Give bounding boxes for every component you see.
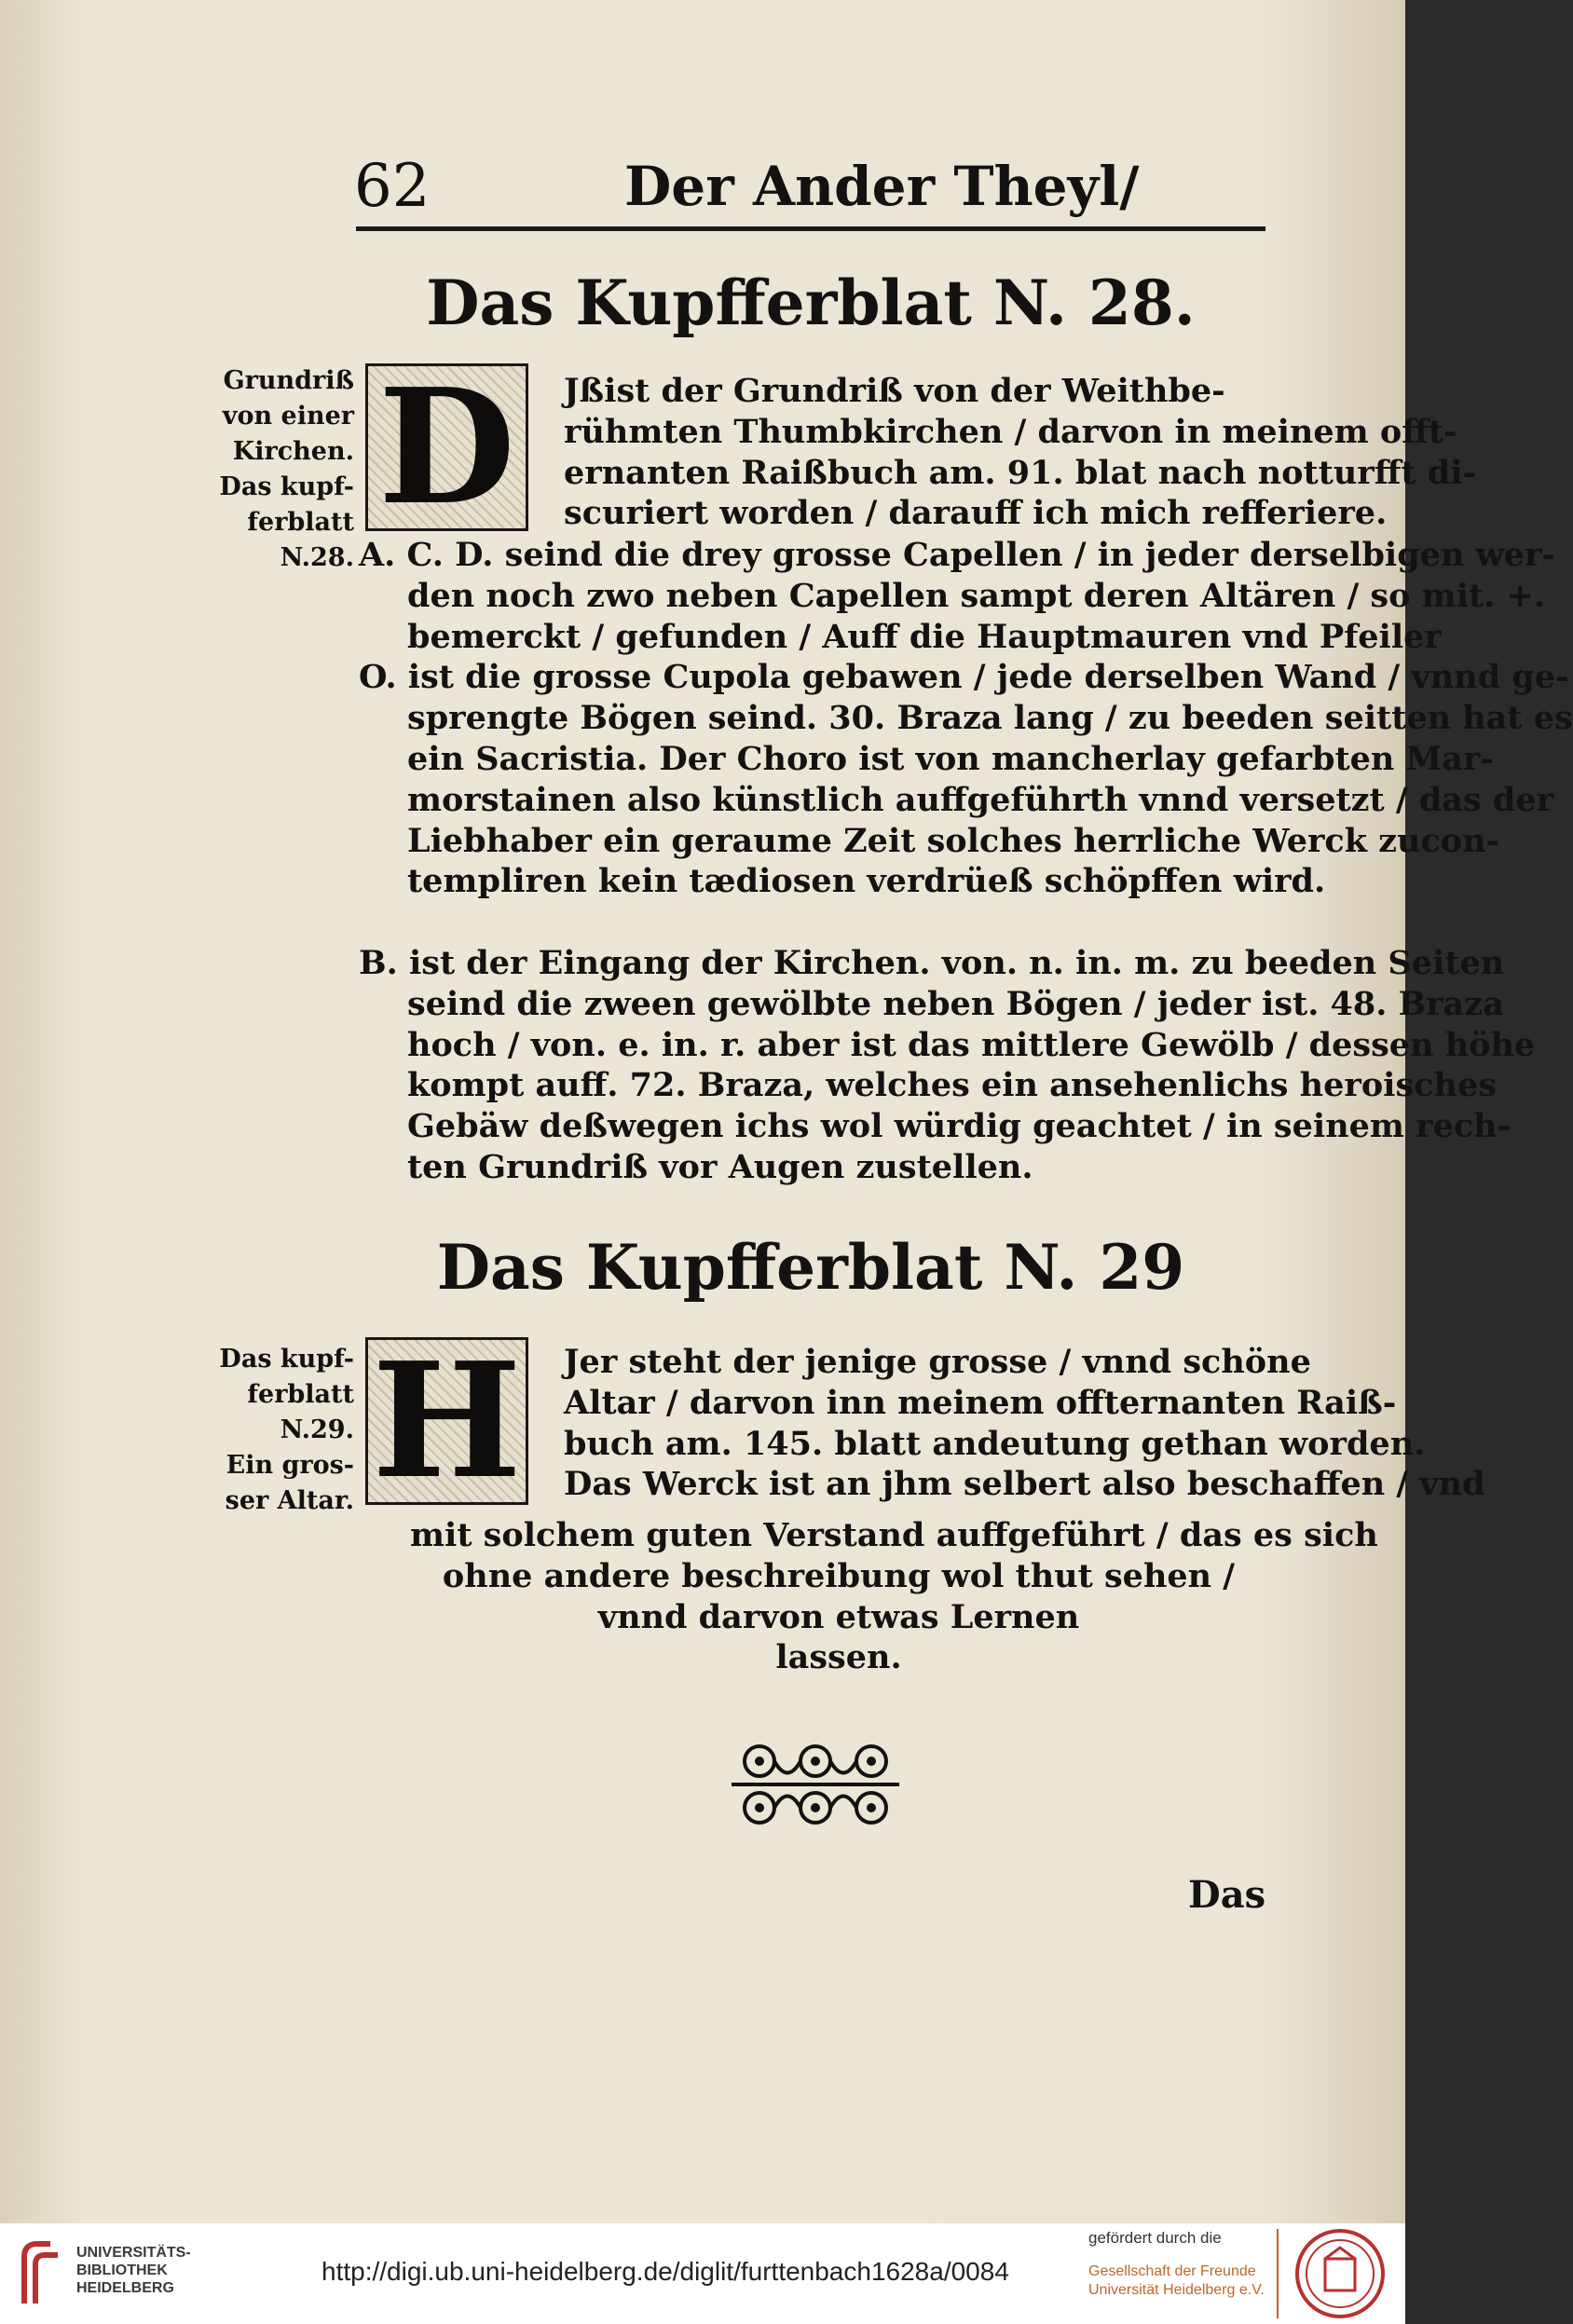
text-line: B. ist der Eingang der Kirchen. von. n. in. m. zu beeden Seiten [359,944,1505,982]
page-number: 62 [354,152,431,221]
viewer-footer [0,2223,1405,2324]
paragraph-chapels [359,535,1573,902]
paragraph-plate-29-intro [564,1342,1485,1505]
header-rule [356,226,1265,231]
text-line: morstainen also künstlich auffgeführth vnnd versetzt / das der [407,780,1554,819]
sponsor-name-line: Gesellschaft der Freunde [1088,2263,1256,2279]
plate-title-29: Das Kupfferblat N. 29 [436,1231,1185,1304]
text-line: sprengte Bögen seind. 30. Braza lang / zu beeden seitten hat es [407,699,1573,738]
text-line: Jßist der Grundriß von der Weithbe- [564,372,1225,410]
university-seal-icon [1293,2227,1387,2320]
library-name-line: UNIVERSITÄTS- [76,2245,191,2261]
text-line: templiren kein tædiosen verdrüeß schöpffen wird. [407,862,1326,901]
margin-note-plate-29 [214,1342,354,1519]
initial-letter: D [377,354,516,540]
margin-note-line: von einer [222,402,354,431]
library-name-line: HEIDELBERG [76,2280,174,2296]
decorated-initial-h [365,1328,528,1514]
margin-note-line: N.29. [280,1415,354,1444]
text-line: lassen. [775,1638,902,1677]
text-line: Liebhaber ein geraume Zeit solches herrliche Werck zucon- [407,821,1500,860]
text-line: ten Grundriß vor Augen zustellen. [407,1147,1033,1186]
initial-letter: H [372,1328,522,1514]
margin-note-plate-28 [214,363,354,576]
sponsor-name[interactable] [1088,2262,1265,2300]
page-header [354,149,1267,224]
sponsor-name-line: Universität Heidelberg e.V. [1088,2282,1265,2298]
text-line: rühmten Thumbkirchen / darvon in meinem offt- [564,412,1457,451]
library-name [76,2244,191,2297]
margin-note-line: N.28. [280,543,354,572]
margin-note-line: Das kupf- [219,1345,354,1374]
sponsor-intro: gefördert durch die [1088,2229,1222,2247]
text-line: mit solchem guten Verstand auffgeführt / das es sich [410,1516,1378,1554]
text-line: bemerckt / gefunden / Auff die Hauptmauren vnd Pfeiler [407,617,1442,656]
permalink-url[interactable]: http://digi.ub.uni-heidelberg.de/diglit/furttenbach1628a/0084 [321,2257,1009,2286]
text-line: ernanten Raißbuch am. 91. blat nach notturfft di- [564,453,1477,492]
sponsor-divider [1277,2229,1279,2318]
catchword: Das [1188,1873,1266,1917]
text-line: seind die zween gewölbte neben Bögen / jeder ist. 48. Braza [407,984,1504,1023]
margin-note-line: Ein gros- [226,1451,354,1480]
text-line: ohne andere beschreibung wol thut sehen / [442,1556,1236,1595]
library-name-line: BIBLIOTHEK [76,2262,168,2278]
text-line: Das Werck ist an jhm selbert also beschaffen / vnd [564,1465,1485,1504]
text-line: Gebäw deßwegen ichs wol würdig geachtet / in seinem rech- [407,1107,1511,1146]
text-line: buch am. 145. blatt andeutung gethan worden. [564,1424,1426,1463]
text-line: den noch zwo neben Capellen sampt deren Altären / so mit. +. [407,576,1546,615]
text-line: kompt auff. 72. Braza, welches ein ansehenlichs heroisches [407,1066,1497,1105]
paragraph-entrance [359,943,1536,1188]
margin-note-line: Grundriß [223,366,354,395]
paragraph-plate-29-tail [410,1515,1378,1678]
margin-note-line: ferblatt [247,508,354,537]
margin-note-line: ser Altar. [225,1486,354,1515]
margin-note-line: Kirchen. [232,437,354,466]
text-line: ein Sacristia. Der Choro ist von mancherlay gefarbten Mar- [407,739,1494,778]
decorated-initial-d [365,354,528,540]
paragraph-plate-28-intro [564,371,1477,534]
plate-title-28: Das Kupfferblat N. 28. [426,267,1196,339]
margin-note-line: ferblatt [247,1380,354,1409]
text-line: O. ist die grosse Cupola gebawen / jede derselben Wand / vnnd ge- [359,658,1569,697]
text-line: Altar / darvon inn meinem offternanten Raiß- [564,1383,1397,1422]
university-library-logo-icon [17,2238,65,2307]
margin-note-line: Das kupf- [219,472,354,501]
printer-ornament-icon [722,1733,909,1836]
text-line: scuriert worden / darauff ich mich refferiere. [564,494,1388,533]
text-line: Jer steht der jenige grosse / vnnd schöne [564,1343,1311,1381]
running-head: Der Ander Theyl/ [624,155,1140,218]
text-line: hoch / von. e. in. r. aber ist das mittlere Gewölb / dessen höhe [407,1025,1536,1064]
text-line: A. C. D. seind die drey grosse Capellen / in jeder derselbigen wer- [359,536,1555,574]
text-line: vnnd darvon etwas Lernen [597,1597,1080,1636]
